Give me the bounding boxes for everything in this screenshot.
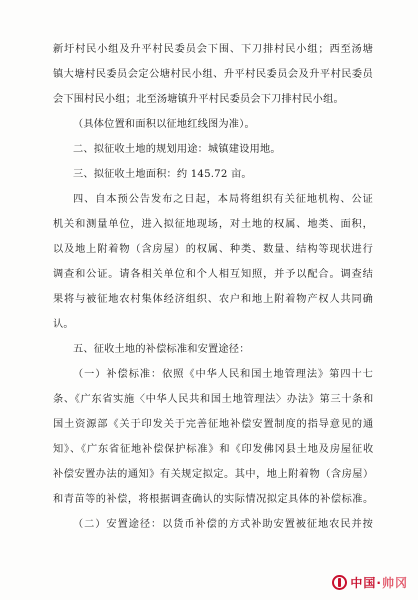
section-4-line-3: 以及地上附着物（含房屋）的权属、种类、数量、结构等现状进行 <box>53 244 373 255</box>
section-4-line-1: 四、自本预公告发布之日起，本局将组织有关征地机构、公证 <box>73 194 373 205</box>
compensation-line-4: 知》、《广东省征地补偿保护标准》和《印发佛冈县土地及房屋征收 <box>53 444 373 455</box>
section-4-line-4: 调查和公证。请各相关单位和个人相互知照，并予以配合。调查结 <box>53 269 373 280</box>
compensation-line-6: 和青苗等的补偿，将根据调查确认的实际情况拟定具体的补偿标准。 <box>53 494 373 505</box>
section-4-line-2: 机关和测量单位，进入拟征地现场，对土地的权属、地类、面积， <box>53 219 373 230</box>
watermark-text <box>350 574 408 591</box>
section-4-line-6: 认。 <box>53 319 74 330</box>
section-4-line-5: 果将与被征地农村集体经济组织、农户和地上附着物产权人共同确 <box>53 294 373 305</box>
compensation-line-3: 国土资源部《关于印发关于完善征地补偿安置制度的指导意见的通 <box>53 419 373 430</box>
section-5-heading: 五、征收土地的补偿标准和安置途径： <box>73 344 250 355</box>
compensation-line-1: （一）补偿标准：依照《中华人民和国土地管理法》第四十七 <box>73 369 373 380</box>
resettlement-line-1: （二）安置途径：以货币补偿的方式补助安置被征地农民并按 <box>73 519 373 530</box>
watermark-text-faded: 帅冈 <box>381 576 408 590</box>
compensation-line-5: 补偿安置办法的通知》有关规定拟定。其中，地上附着物（含房屋） <box>53 469 373 480</box>
watermark-text-main: 中国· <box>350 576 382 590</box>
compensation-line-2: 条、《广东省实施〈中华人民共和国土地管理法〉办法》第三十条和 <box>53 394 373 405</box>
document-body <box>53 37 373 537</box>
text-line-3: 会下围村民小组；北至汤塘镇升平村民委员会下刀排村民小组。 <box>53 94 344 105</box>
site-watermark <box>332 574 408 591</box>
text-line-4: （具体位置和面积以征地红线图为准）。 <box>73 119 255 130</box>
section-2-planned-use: 二、拟征收土地的规划用途：城镇建设用地。 <box>73 144 281 155</box>
section-3-area: 三、拟征收土地面积：约 145.72 亩。 <box>73 169 252 180</box>
text-line-2: 镇大塘村民委员会定公塘村民小组、升平村民委员会及升平村民委员 <box>53 69 373 80</box>
text-line-1: 新圩村民小组及升平村民委员会下围、下刀排村民小组；西至汤塘 <box>53 44 373 55</box>
china-net-logo-icon <box>332 575 347 590</box>
